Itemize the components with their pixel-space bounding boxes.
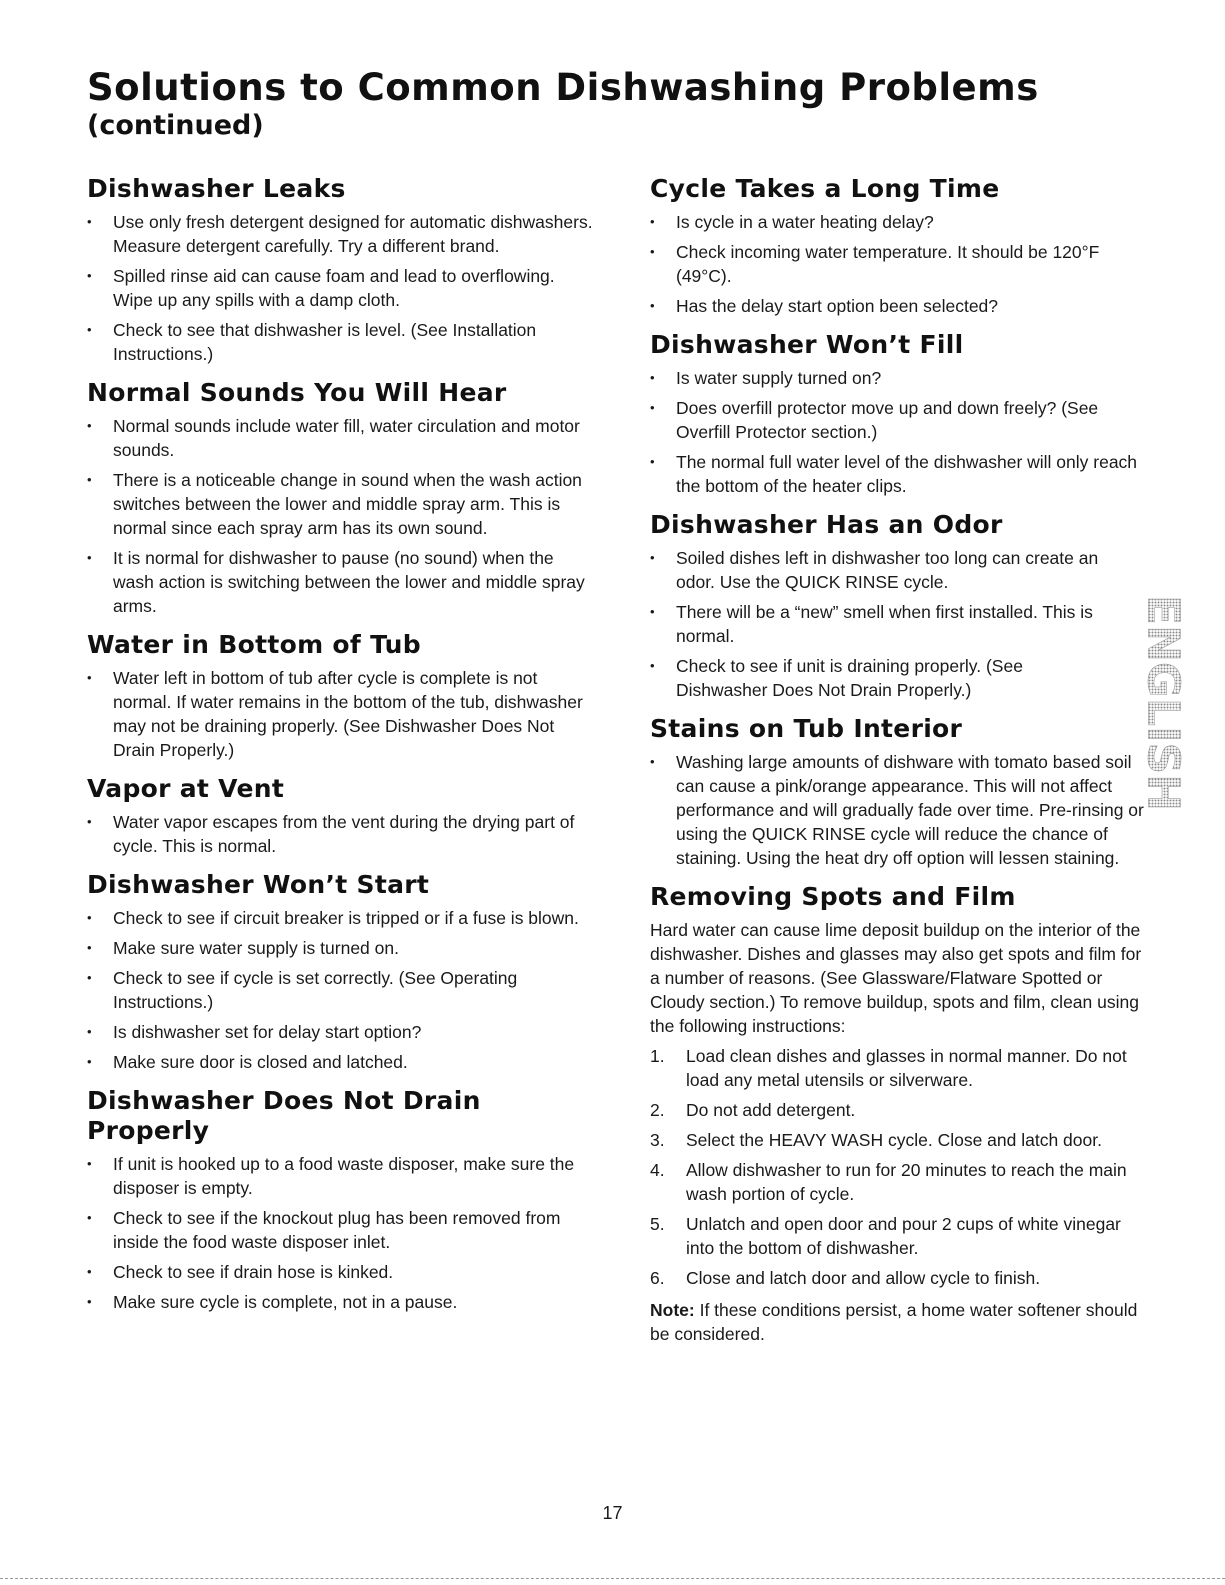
section-wont-start [87,870,597,1074]
bullet-item: • Check to see if the knockout plug has been removed from inside the food waste disposer inlet. [87,1206,597,1254]
bullet-item: • Spilled rinse aid can cause foam and lead to overflowing. Wipe up any spills with a damp cloth. [87,264,597,312]
bullet-item: • Check to see if unit is draining properly. (See Dishwasher Does Not Drain Properly.) [650,654,1105,702]
step-text: Unlatch and open door and pour 2 cups of white vinegar into the bottom of dishwasher. [686,1214,1121,1258]
step-text: Select the HEAVY WASH cycle. Close and latch door. [686,1130,1102,1150]
section-heading: Cycle Takes a Long Time [650,174,1000,203]
section-does-not-drain [87,1086,597,1314]
bullet-item: • It is normal for dishwasher to pause (no sound) when the wash action is switching between the lower and middle spray arms. [87,546,597,618]
section-wont-fill [650,330,1145,498]
note-label: Note: [650,1300,695,1320]
step-number: 4. [650,1160,665,1180]
bullet-item: • Does overfill protector move up and down freely? (See Overfill Protector section.) [650,396,1145,444]
bullet-item: • Make sure door is closed and latched. [87,1050,597,1074]
bullet-item: • The normal full water level of the dishwasher will only reach the bottom of the heater clips. [650,450,1145,498]
step-item [650,1212,1145,1260]
section-heading: Removing Spots and Film [650,882,1016,911]
section-heading: Normal Sounds You Will Hear [87,378,507,407]
bullet-item: • Make sure cycle is complete, not in a pause. [87,1290,597,1314]
step-text: Load clean dishes and glasses in normal manner. Do not load any metal utensils or silverware. [686,1046,1127,1090]
bullet-item: • Washing large amounts of dishware with tomato based soil can cause a pink/orange appearance. This will not affect performance and will gradually fade over time. Pre-rinsing or using the QUICK RINSE cycle will reduce the chance of staining. Using the heat dry off option will lessen staining. [650,750,1145,870]
page-title: Solutions to Common Dishwashing Problems [87,66,1039,109]
section-heading: Dishwasher Does Not Drain Properly [87,1086,481,1145]
section-heading: Dishwasher Leaks [87,174,346,203]
step-number: 1. [650,1046,665,1066]
page-subtitle: (continued) [87,110,264,141]
right-column [650,174,1145,1352]
side-tab-label: ENGLISH [1140,595,1186,811]
page-number: 17 [602,1503,623,1523]
bullet-item: • If unit is hooked up to a food waste disposer, make sure the disposer is empty. [87,1152,597,1200]
bullet-item: • Water left in bottom of tub after cycle is complete is not normal. If water remains in the bottom of the tub, dishwasher may not be draining properly. (See Dishwasher Does Not Drain Properly.) [87,666,597,762]
section-cycle-long-time [650,174,1145,318]
section-heading: Water in Bottom of Tub [87,630,421,659]
section-vapor-at-vent [87,774,597,858]
section-spots-film [650,882,1145,1346]
bullet-item: • Soiled dishes left in dishwasher too long can create an odor. Use the QUICK RINSE cycle. [650,546,1105,594]
bullet-item: • Check incoming water temperature. It should be 120°F (49°C). [650,240,1145,288]
step-item [650,1044,1145,1092]
section-stains [650,714,1145,870]
spots-intro: Hard water can cause lime deposit buildup on the interior of the dishwasher. Dishes and glasses may also get spots and film for a number of reasons. (See Glassware/Flatware Spotted or Cloudy section.) To remove buildup, spots and film, clean using the following instructions: [650,920,1142,1036]
bullet-item: • There will be a “new” smell when first installed. This is normal. [650,600,1105,648]
section-heading: Stains on Tub Interior [650,714,963,743]
section-heading: Dishwasher Won’t Start [87,870,430,899]
section-has-odor [650,510,1145,702]
bullet-item: • Check to see if cycle is set correctly. (See Operating Instructions.) [87,966,597,1014]
section-normal-sounds [87,378,597,618]
step-item [650,1266,1145,1290]
section-dishwasher-leaks [87,174,597,366]
bullet-item: • Check to see that dishwasher is level. (See Installation Instructions.) [87,318,597,366]
bullet-item: • Make sure water supply is turned on. [87,936,597,960]
step-number: 6. [650,1268,665,1288]
section-water-in-tub [87,630,597,762]
bullet-item: • Is cycle in a water heating delay? [650,210,1145,234]
section-heading: Dishwasher Won’t Fill [650,330,964,359]
bullet-item: • Check to see if circuit breaker is tripped or if a fuse is blown. [87,906,597,930]
step-text: Allow dishwasher to run for 20 minutes to reach the main wash portion of cycle. [686,1160,1127,1204]
steps-list [650,1044,1145,1290]
section-heading: Vapor at Vent [87,774,285,803]
language-side-tab [1140,563,1186,843]
step-text: Do not add detergent. [686,1100,856,1120]
step-number: 5. [650,1214,665,1234]
step-number: 3. [650,1130,665,1150]
note-paragraph [650,1298,1145,1346]
bullet-item: • There is a noticeable change in sound when the wash action switches between the lower and middle spray arm. This is normal since each spray arm has its own sound. [87,468,597,540]
step-item [650,1098,1145,1122]
step-text: Close and latch door and allow cycle to finish. [686,1268,1041,1288]
note-text: If these conditions persist, a home water softener should be considered. [650,1300,1138,1344]
page-bottom-rule [0,1578,1225,1579]
bullet-item: • Check to see if drain hose is kinked. [87,1260,597,1284]
bullet-item: • Is dishwasher set for delay start option? [87,1020,597,1044]
step-item [650,1158,1145,1206]
step-number: 2. [650,1100,665,1120]
bullet-item: • Water vapor escapes from the vent during the drying part of cycle. This is normal. [87,810,597,858]
bullet-item: • Use only fresh detergent designed for automatic dishwashers. Measure detergent carefully. Try a different brand. [87,210,597,258]
section-heading: Dishwasher Has an Odor [650,510,1003,539]
left-column [87,174,597,1326]
bullet-item: • Has the delay start option been selected? [650,294,1145,318]
bullet-item: • Normal sounds include water fill, water circulation and motor sounds. [87,414,597,462]
bullet-item: • Is water supply turned on? [650,366,1145,390]
step-item [650,1128,1145,1152]
